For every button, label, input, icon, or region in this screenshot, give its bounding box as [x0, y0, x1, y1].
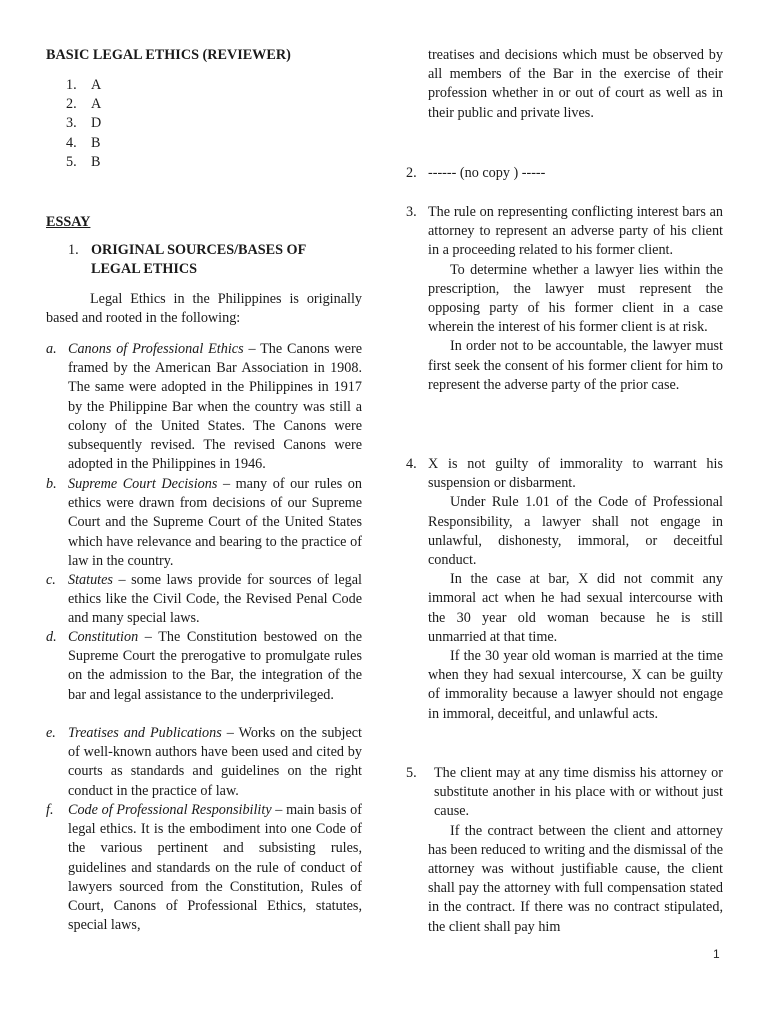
answer-item: 4. B [66, 134, 101, 151]
answer-item: 5. B [66, 153, 101, 170]
source-item-d: d. Constitution – The Constitution bestowed on the Supreme Court the prerogative to promulgate rules on the admission to the Bar, the integration of the bar and legal assistance to the underprivileged. [46, 629, 362, 703]
essay-item-3: 3. The rule on representing conflicting interest bars an attorney to represent an adverse party of his client in a proceeding related to his former client. To determine whether a lawyer lies within the prescription, the lawyer must represent the opposing party of his former client in a case wherein the interest of his former client is at risk. In order not to be accountable, the lawyer must first seek the consent of his former client for him to represent the adverse party of the prior case. [406, 204, 723, 393]
essay-item-5: 5. The client may at any time dismiss his attorney or substitute another in his place with or without just cause. If the contract between the client and attorney has been reduced to writing and the dismissal of the attorney was without justifiable cause, the client shall pay the attorney with full compensation stated in the contract. If there was no contract stipulated, the client shall pay him [406, 765, 723, 935]
essay-item-1-intro: Legal Ethics in the Philippines is originally based and rooted in the following: [46, 291, 362, 327]
page-number: 1 [713, 947, 720, 961]
answer-list [46, 76, 246, 172]
source-item-e: e. Treatises and Publications – Works on the subject of well-known authors have been used and cited by courts as standards and guidelines on the right conduct in the practice of law. [46, 725, 362, 799]
answer-item: 2. A [66, 96, 102, 113]
source-item-a: a. Canons of Professional Ethics – The Canons were framed by the American Bar Association in 1908. The same were adopted in the Philippines in 1917 by the Philippine Bar when the country was still a colony of the United States. The Canons were subsequently revised. The revised Canons were adopted in the Philippines in 1946. [46, 341, 362, 473]
answer-item: 1. A [66, 77, 102, 93]
document-title: BASIC LEGAL ETHICS (REVIEWER) [46, 47, 291, 63]
essay-item-4: 4. X is not guilty of immorality to warrant his suspension or disbarment. Under Rule 1.01 of the Code of Professional Responsibility, a lawyer shall not engage in unlawful, dishonesty, immoral, or deceitful conduct. In the case at bar, X did not commit any immoral act when he had sexual intercourse with the 30 year old woman because he is still unmarried at that time. If the 30 year old woman is married at the time when they had sexual intercourse, X can be guilty of immorality because a lawyer should not engage in immoral, deceitful, and unlawful acts. [406, 456, 723, 722]
essay-heading: ESSAY [46, 214, 91, 230]
source-item-c: c. Statutes – some laws provide for sources of legal ethics like the Civil Code, the Revised Penal Code and many special laws. [46, 572, 362, 627]
essay-item-2: 2. ------ (no copy ) ----- [406, 165, 546, 181]
essay-item-1-heading: 1. ORIGINAL SOURCES/BASES OF LEGAL ETHICS [68, 242, 306, 278]
essay-item-1-continuation: treatises and decisions which must be observed by all members of the Bar in the exercise of their profession whether in or out of court as well as in their public and private lives. [428, 47, 723, 121]
source-item-f: f. Code of Professional Responsibility – main basis of legal ethics. It is the embodiment into one Code of the various pertinent and subsisting rules, guidelines and standards on the rule of conduct of lawyers sourced from the Constitution, Rules of Court, Canons of Professional Ethics, statutes, special laws, [46, 802, 363, 934]
source-item-b: b. Supreme Court Decisions – many of our rules on ethics were drawn from decisions of our Supreme Court and the Supreme Court of the United States which have relevance and bearing to the practice of law in the country. [46, 476, 362, 569]
answer-item: 3. D [66, 115, 102, 132]
